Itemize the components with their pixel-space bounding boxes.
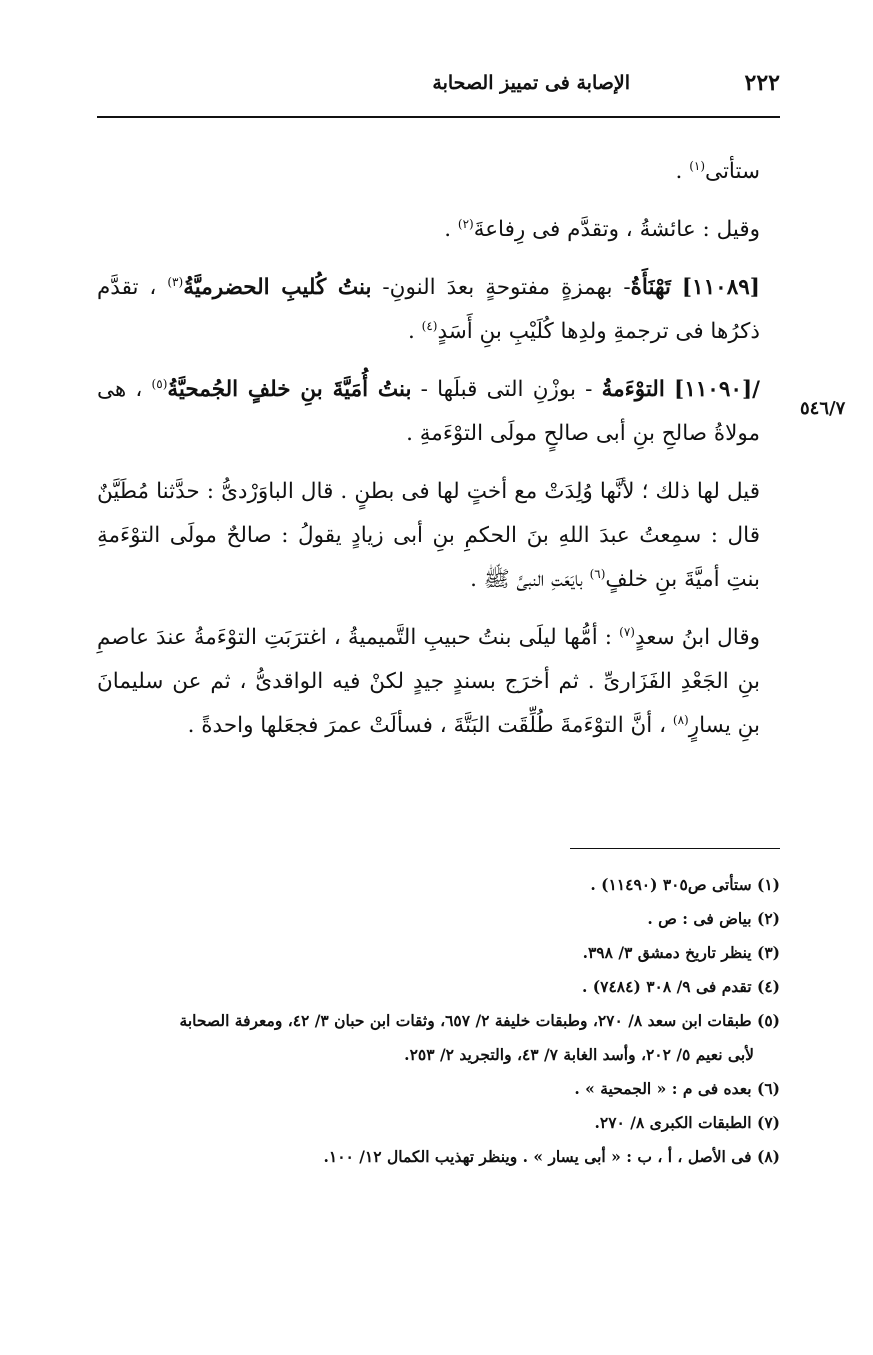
footnote-6: (٦) بعده فى م : « الجمحية » . [574, 1079, 780, 1098]
footnote-ref-1: (١) [689, 158, 706, 173]
footnotes [97, 868, 780, 1174]
entry-11090-lineage: بنتُ أُمَيَّةَ بنِ خلفٍ الجُمحيَّةُ [167, 377, 412, 402]
running-title: الإصابة فى تمييز الصحابة [432, 72, 630, 94]
entry-11089-end: . [407, 319, 422, 344]
footnote-4: (٤) تقدم فى ٩/ ٣٠٨ (٧٤٨٤) . [582, 977, 780, 996]
entry-11089-lineage: بنتُ كُليبِ الحضرميَّةُ [183, 275, 372, 300]
paragraph-1-text: ستأتى [705, 159, 760, 184]
paragraph-5 [97, 470, 780, 602]
entry-11090-text: ، هى مولاةُ صالحِ بنِ أبى صالحٍ مولَى التوْءَمةِ . [97, 377, 760, 446]
footnote-ref-4: (٤) [421, 318, 438, 333]
page-number: ٢٢٢ [744, 70, 780, 96]
paragraph-1 [97, 150, 780, 194]
footnote-5-continued: لأبى نعيم ٥/ ٢٠٢، وأسد الغابة ٧/ ٤٣، والتجريد ٢/ ٢٥٣. [404, 1045, 754, 1064]
footnote-ref-7: (٧) [619, 624, 635, 639]
paragraph-5-end: بايَعَتِ النبىَّ ﷺ . [470, 567, 590, 592]
footnote-5: (٥) طبقات ابن سعد ٨/ ٢٧٠، وطبقات خليفة ٢/ ٦٥٧، وثقات ابن حبان ٣/ ٤٢، ومعرفة الصحابة [179, 1011, 780, 1030]
page-header [100, 70, 780, 104]
footnote-2: (٢) بياض فى : ص . [647, 909, 780, 928]
footnote-1: (١) ستأتى ص٣٠٥ (١١٤٩٠) . [590, 875, 780, 894]
footnote-separator [570, 848, 780, 849]
paragraph-6-text-a: وقال ابنُ سعدٍ [634, 625, 760, 650]
footnote-ref-3: (٣) [167, 274, 184, 289]
entry-11090-name: التوْءَمةُ [601, 377, 665, 402]
footnote-ref-6: (٦) [589, 566, 606, 581]
footnote-ref-5: (٥) [151, 376, 168, 391]
paragraph-2-text: وقيل : عائشةُ ، وتقدَّم فى رِفاعةَ [473, 217, 760, 242]
entry-11090-number: /[١١٠٩٠] [674, 377, 760, 402]
paragraph-5-text: قيل لها ذلك ؛ لأنَّها وُلِدَتْ مع أختٍ لها فى بطنٍ . قال الباوَرْدىُّ : حدَّثنا مُطَيَّنٌ قال : سمِعتُ عبدَ اللهِ بنَ الحكمِ بنِ أبى زيادٍ يقولُ : صالحٌ مولَى التوْءَمةِ بنتِ أميَّةَ بنِ خلفٍ [97, 479, 760, 592]
footnote-3: (٣) ينظر تاريخ دمشق ٣/ ٣٩٨. [582, 943, 780, 962]
footnote-8: (٨) فى الأصل ، أ ، ب : « أبى يسار » . وينظر تهذيب الكمال ١٢/ ١٠٠. [323, 1147, 780, 1166]
margin-volume-page-reference: ٥٤٦/٧ [800, 398, 846, 419]
paragraph-2 [97, 208, 780, 252]
entry-11090-note: - بوزْنِ التى قبلَها - [411, 377, 602, 402]
footnote-ref-2: (٢) [457, 216, 474, 231]
footnote-7: (٧) الطبقات الكبرى ٨/ ٢٧٠. [594, 1113, 780, 1132]
footnote-ref-8: (٨) [672, 712, 689, 727]
entry-11089 [97, 266, 780, 354]
entry-11089-note: - بهمزةٍ مفتوحةٍ بعدَ النونِ- [371, 275, 631, 300]
entry-11089-name: تَهْنَأَةُ [630, 275, 671, 300]
header-rule [97, 116, 780, 118]
paragraph-1-end: . [675, 159, 690, 184]
paragraph-2-end: . [444, 217, 458, 242]
paragraph-6-text-b: : أمُّها ليلَى بنتُ حبيبِ التَّميميةُ ، اغترَبَتِ التوْءَمةُ عندَ عاصمِ بنِ الجَعْدِ الفَزَارىِّ . ثم أخرَج بسندٍ جيدٍ لكنْ فيه الواقدىُّ ، ثم عن سليمانَ بنِ يسارٍ [97, 625, 760, 738]
paragraph-6 [97, 616, 780, 748]
paragraph-6-text-c: ، أنَّ التوْءَمةَ طُلِّقَت البَتَّةَ ، فسألَتْ عمرَ فجعَلها واحدةً . [187, 713, 673, 738]
entry-11089-text: ، تقدَّم ذكرُها فى ترجمةِ ولدِها كُلَيْبِ بنِ أَسَدٍ [97, 275, 760, 344]
main-text [97, 150, 780, 762]
entry-11090 [97, 368, 780, 456]
entry-11089-number: [١١٠٨٩] [681, 275, 760, 300]
